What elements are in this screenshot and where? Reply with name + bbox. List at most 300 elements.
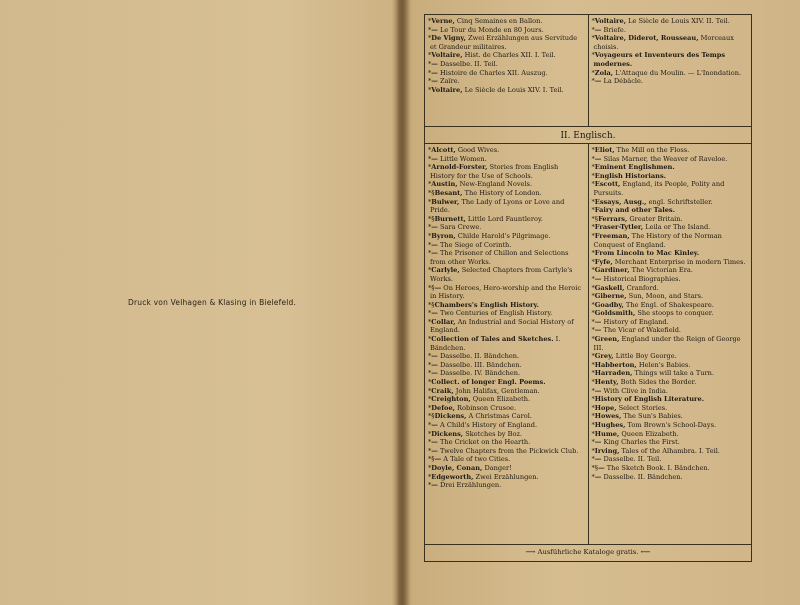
- catalog-entry: [591, 317, 749, 327]
- entry-author: Carlyle,: [431, 266, 460, 275]
- entry-title: engl. Schriftsteller.: [646, 197, 713, 206]
- entry-marker: *: [591, 317, 595, 326]
- catalog-entry: [430, 146, 585, 155]
- entry-marker: *: [591, 51, 595, 60]
- catalog-entry: [430, 455, 585, 464]
- catalog-entry: [430, 163, 585, 180]
- entry-author: —: [431, 421, 438, 429]
- entry-author: Arnold-Forster,: [431, 163, 488, 172]
- entry-marker: *: [591, 163, 595, 172]
- entry-marker: *: [428, 446, 432, 455]
- entry-author: —: [594, 25, 602, 34]
- entry-title: Dasselbe. II. Teil.: [437, 59, 498, 68]
- catalog-entry: [430, 395, 585, 404]
- entry-marker: *: [591, 446, 595, 455]
- entry-title: The Siege of Corinth.: [437, 240, 512, 249]
- entry-title: L'Attaque du Moulin. — L'Inondation.: [613, 68, 742, 77]
- entry-marker: *: [428, 403, 432, 412]
- entry-marker: *: [428, 481, 432, 490]
- entry-marker: *: [591, 266, 595, 275]
- entry-title: Dasselbe. III. Bändchen.: [437, 360, 522, 369]
- entry-author: —: [431, 446, 438, 455]
- entry-marker: *: [428, 51, 432, 60]
- entry-marker: *: [591, 146, 595, 154]
- entry-marker: *: [591, 352, 595, 361]
- entry-marker: *: [591, 360, 595, 369]
- entry-author: History of English Literature.: [594, 395, 704, 404]
- entry-author: Grey,: [594, 352, 614, 361]
- catalog-entry: [591, 421, 749, 430]
- entry-marker: *: [591, 472, 595, 481]
- entry-title: A Christmas Carol.: [466, 412, 532, 421]
- entry-marker: *: [591, 34, 595, 43]
- entry-title: Tom Brown's School-Days.: [625, 421, 717, 429]
- entry-title: Historical Biographies.: [601, 274, 681, 283]
- entry-title: I. Bändchen.: [430, 335, 561, 352]
- entry-title: Zaïre.: [437, 77, 460, 86]
- catalog-entry: [430, 60, 585, 69]
- entry-author: —: [431, 59, 438, 68]
- catalog-entry: [591, 231, 749, 249]
- entry-title: Stories from English History for the Use of Schools.: [430, 163, 559, 180]
- entry-title: Little Boy George.: [613, 352, 677, 361]
- catalog-entry: [591, 309, 749, 318]
- catalog-entry: [430, 51, 585, 60]
- catalog-entry: [591, 146, 749, 155]
- entry-title: The History of the Norman Conquest of England.: [593, 231, 722, 249]
- catalog-entry: [430, 309, 585, 318]
- entry-title: The Engl. of Shakespeare.: [623, 300, 714, 309]
- entry-title: Twelve Chapters from the Pickwick Club.: [437, 446, 579, 455]
- catalog-entry: [591, 283, 749, 293]
- entry-marker: *: [591, 403, 595, 412]
- catalog-entry: [430, 421, 585, 430]
- catalog-entry: [591, 429, 749, 439]
- entry-title: Merchant Enterprise in modern Times.: [612, 257, 746, 266]
- entry-title: Cinq Semaines en Ballon.: [454, 17, 543, 25]
- entry-marker: *: [591, 429, 595, 438]
- catalog-entry: [591, 438, 749, 447]
- entry-title: Zwei Erzählungen aus Servitude et Grandeur militaires.: [430, 34, 578, 51]
- entry-title: Dasselbe. IV. Bändchen.: [437, 369, 521, 378]
- entry-author: Eliot,: [594, 146, 615, 154]
- entry-title: King Charles the First.: [601, 438, 680, 447]
- entry-title: The Mill on the Floss.: [614, 146, 690, 154]
- book-gutter: [396, 0, 410, 605]
- entry-author: Collar,: [431, 317, 456, 326]
- entry-marker: *: [591, 274, 595, 283]
- printer-imprint: Druck von Velhagen & Klasing in Bielefeld.: [128, 298, 297, 307]
- catalog-entry: [591, 197, 749, 207]
- entry-title: The Lady of Lyons or Love and Pride.: [430, 197, 565, 215]
- entry-author: Zola,: [594, 68, 614, 77]
- catalog-entry: [591, 180, 749, 197]
- catalog-entry: [430, 189, 585, 198]
- entry-title: Select Stories.: [616, 403, 668, 412]
- entry-marker: *: [428, 180, 432, 189]
- catalog-entry: [430, 369, 585, 378]
- entry-author: Habberton,: [594, 360, 637, 369]
- catalog-entry: [591, 206, 749, 215]
- entry-author: Henty,: [594, 378, 619, 387]
- entry-marker: *§: [428, 300, 435, 309]
- entry-title: Le Siècle de Louis XIV. II. Teil.: [626, 17, 730, 25]
- entry-marker: *: [428, 429, 432, 438]
- entry-marker: *: [428, 335, 432, 344]
- catalog-entry: [430, 335, 585, 352]
- entry-marker: *§: [428, 455, 435, 464]
- entry-marker: *§: [428, 412, 435, 421]
- entry-author: —: [431, 25, 438, 34]
- entry-author: Voltaire,: [431, 51, 463, 60]
- catalog-entry: [430, 318, 585, 335]
- entry-marker: *: [591, 154, 595, 163]
- entry-title: Tales of the Alhambra. I. Teil.: [619, 446, 720, 455]
- entry-title: Drei Erzählungen.: [437, 481, 502, 490]
- entry-title: A Child's History of England.: [437, 421, 538, 429]
- entry-title: Hist. de Charles XII. I. Teil.: [462, 51, 556, 60]
- entry-author: Gardiner,: [594, 266, 630, 275]
- entry-marker: *: [428, 395, 432, 404]
- entry-author: —: [598, 463, 605, 472]
- entry-title: A Tale of two Cities.: [441, 455, 511, 464]
- entry-marker: *: [428, 472, 432, 481]
- entry-marker: *§: [428, 214, 435, 223]
- catalog-entry: [430, 155, 585, 164]
- entry-title: The Prisoner of Chillon and Selections from other Works.: [430, 249, 569, 266]
- entry-marker: *: [591, 231, 595, 240]
- catalog-entry: [591, 455, 749, 464]
- catalog-entry: [591, 369, 749, 378]
- catalog-entry: [591, 257, 749, 267]
- entry-marker: *§: [428, 283, 435, 292]
- entry-marker: *: [428, 146, 432, 154]
- catalog-entry: [430, 447, 585, 456]
- entry-title: Le Tour du Monde en 80 Jours.: [437, 25, 544, 34]
- catalog-entry: [591, 34, 749, 51]
- entry-marker: *: [428, 85, 432, 94]
- entry-author: Essays, Ausg.,: [594, 197, 647, 206]
- entry-title: On Heroes, Hero-worship and the Heroic in History.: [430, 283, 582, 301]
- catalog-entry: [430, 430, 585, 439]
- catalog-entry: [430, 17, 585, 26]
- entry-title: Le Siècle de Louis XIV. I. Teil.: [462, 85, 564, 94]
- catalog-entry: [591, 292, 749, 301]
- entry-author: Hume,: [594, 429, 620, 438]
- entry-marker: *: [428, 34, 432, 43]
- entry-title: Greater Britain.: [627, 214, 683, 223]
- entry-marker: *§: [591, 214, 599, 223]
- entry-marker: *: [591, 223, 595, 232]
- entry-author: —: [594, 326, 602, 335]
- entry-title: Histoire de Charles XII. Auszug.: [437, 68, 548, 77]
- catalog-entry: [591, 446, 749, 456]
- catalog-entry: [430, 438, 585, 447]
- entry-author: Craik,: [431, 386, 454, 395]
- entry-author: Voltaire,: [594, 17, 626, 25]
- catalog-entry: [430, 180, 585, 189]
- catalog-entry: [430, 284, 585, 301]
- entry-marker: *: [591, 249, 595, 258]
- entry-author: Fairy and other Tales.: [594, 206, 675, 215]
- entry-author: —: [431, 154, 438, 163]
- entry-author: Chambers's English History.: [434, 300, 539, 309]
- entry-marker: *: [428, 197, 432, 206]
- entry-author: Escott,: [594, 180, 621, 189]
- entry-marker: *: [591, 197, 595, 206]
- entry-marker: *: [428, 154, 432, 163]
- entry-marker: *§: [591, 463, 599, 472]
- entry-marker: *: [591, 309, 595, 318]
- entry-author: Irving,: [594, 446, 620, 455]
- catalog-entry: [591, 326, 749, 335]
- entry-marker: *: [591, 25, 595, 34]
- entry-title: Robinson Crusoe.: [454, 403, 517, 412]
- entry-author: From Lincoln to Mac Kinley.: [594, 249, 700, 258]
- entry-author: Voltaire, Diderot, Rousseau,: [594, 34, 699, 43]
- entry-marker: *§: [428, 188, 435, 197]
- entry-marker: *: [591, 257, 595, 266]
- entry-title: Selected Chapters from Carlyle's Works.: [430, 266, 573, 283]
- catalog-entry: [430, 223, 585, 232]
- entry-title: New-England Novels.: [457, 180, 533, 189]
- entry-title: Sun, Moon, and Stars.: [626, 292, 704, 301]
- entry-title: Briefe.: [601, 25, 626, 34]
- entry-title: With Clive in India.: [601, 386, 668, 395]
- entry-author: Howes,: [594, 412, 622, 421]
- entry-title: La Débâcle.: [601, 77, 644, 86]
- catalog-entry: [430, 464, 585, 473]
- entry-marker: *: [591, 386, 595, 395]
- entry-marker: *: [428, 463, 432, 472]
- catalog-entry: [591, 17, 749, 26]
- entry-marker: *: [591, 455, 595, 464]
- entry-marker: *: [591, 206, 595, 215]
- entry-author: —: [594, 77, 602, 86]
- catalog-entry: [591, 25, 749, 35]
- entry-author: Giberne,: [594, 292, 627, 301]
- entry-author: —: [594, 386, 602, 395]
- entry-marker: *: [428, 77, 432, 86]
- catalog-entry: [591, 68, 749, 78]
- catalog-entry: [591, 274, 749, 284]
- catalog-entry: [591, 154, 749, 164]
- entry-marker: *: [591, 292, 595, 301]
- catalog-entry: [591, 463, 749, 473]
- catalog-entry: [591, 335, 749, 352]
- catalog-entry: [591, 395, 749, 404]
- entry-title: The Sketch Book. I. Bändchen.: [604, 463, 710, 472]
- entry-marker: *: [428, 386, 432, 395]
- entry-author: Voltaire,: [431, 85, 463, 94]
- entry-author: Voyageurs et Inventeurs des Temps modernes.: [593, 51, 726, 68]
- entry-title: Danger!: [482, 463, 512, 472]
- catalog-entry: [430, 241, 585, 250]
- entry-author: Edgeworth,: [431, 472, 474, 481]
- entry-author: —: [434, 283, 442, 292]
- entry-marker: *: [428, 369, 432, 378]
- catalog-footer: ⟶ Ausführliche Kataloge gratis. ⟵: [525, 548, 651, 556]
- entry-marker: *: [591, 283, 595, 292]
- entry-author: —: [431, 240, 438, 249]
- entry-marker: *: [591, 171, 595, 180]
- catalog-entry: [591, 163, 749, 172]
- entry-title: History of England.: [601, 317, 669, 326]
- catalog-entry: [430, 404, 585, 413]
- entry-title: Queen Elizabeth.: [619, 429, 679, 438]
- catalog-entry: [430, 215, 585, 224]
- entry-title: Sketches by Boz.: [463, 429, 523, 438]
- entry-author: —: [594, 274, 602, 283]
- entry-author: —: [594, 455, 602, 464]
- entry-marker: *: [428, 317, 432, 326]
- entry-author: Verne,: [431, 17, 455, 25]
- catalog-entry: [591, 403, 749, 413]
- catalog-entry: [591, 360, 749, 370]
- entry-marker: *: [428, 266, 432, 275]
- entry-marker: *: [428, 240, 432, 249]
- entry-author: De Vigny,: [431, 34, 466, 43]
- entry-author: Hope,: [594, 403, 617, 412]
- english-column-left: [425, 144, 588, 544]
- entry-author: Besant,: [434, 188, 463, 197]
- entry-title: Both Sides the Border.: [618, 378, 697, 387]
- catalog-entry: [591, 412, 749, 421]
- entry-marker: *: [591, 326, 595, 335]
- entry-author: Freeman,: [594, 231, 630, 240]
- catalog-entry: [591, 249, 749, 258]
- entry-author: —: [594, 154, 602, 163]
- entry-author: —: [431, 438, 438, 447]
- entry-marker: *: [428, 163, 432, 172]
- catalog-entry: [430, 86, 585, 95]
- entry-title: England under the Reign of George III.: [593, 335, 741, 352]
- entry-marker: *: [591, 395, 595, 404]
- entry-title: Helen's Babies.: [636, 360, 691, 369]
- entry-author: Goadby,: [594, 300, 624, 309]
- catalog-entry: [591, 472, 749, 482]
- french-column-right: [588, 15, 752, 126]
- entry-marker: *: [428, 352, 432, 361]
- entry-title: Silas Marner, the Weaver of Raveloe.: [601, 154, 728, 163]
- entry-author: —: [431, 309, 438, 318]
- entry-author: —: [431, 369, 438, 378]
- entry-author: Burnett,: [434, 214, 466, 223]
- entry-title: Things will take a Turn.: [632, 369, 715, 378]
- entry-author: —: [594, 472, 602, 481]
- entry-author: Fyfe,: [594, 257, 613, 266]
- catalog-entry: [430, 77, 585, 86]
- entry-title: John Halifax, Gentleman.: [453, 386, 540, 395]
- entry-author: Bulwer,: [431, 197, 460, 206]
- entry-marker: *: [428, 378, 432, 387]
- catalog-entry: [430, 301, 585, 310]
- entry-author: Byron,: [431, 231, 456, 240]
- entry-title: England, its People, Polity and Pursuits.: [593, 180, 725, 197]
- entry-marker: *: [591, 438, 595, 447]
- entry-title: Leila or The Island.: [643, 223, 711, 232]
- entry-marker: *: [428, 17, 432, 25]
- catalog-entry: [591, 378, 749, 387]
- catalog-entry: [591, 300, 749, 310]
- entry-marker: *: [591, 369, 595, 378]
- entry-author: Fraser-Tytler,: [594, 223, 644, 232]
- catalog-entry: [591, 266, 749, 275]
- section-heading-english: II. Englisch.: [560, 131, 616, 141]
- entry-marker: *: [428, 309, 432, 318]
- entry-author: —: [434, 455, 442, 464]
- catalog-entry: [591, 214, 749, 224]
- entry-marker: *: [591, 421, 595, 429]
- entry-title: Good Wives.: [455, 146, 500, 154]
- entry-marker: *: [428, 231, 432, 240]
- catalog-entry: [430, 26, 585, 35]
- entry-marker: *: [591, 378, 595, 387]
- entry-author: —: [594, 317, 602, 326]
- entry-marker: *: [591, 180, 595, 189]
- entry-title: The Victorian Era.: [629, 266, 693, 275]
- entry-title: Two Centuries of English History.: [437, 309, 553, 318]
- entry-author: Defoe,: [431, 403, 455, 412]
- entry-title: Childe Harold's Pilgrimage.: [455, 231, 551, 240]
- entry-author: Dickens,: [434, 412, 467, 421]
- entry-marker: *: [591, 335, 595, 344]
- entry-author: Goldsmith,: [594, 309, 636, 318]
- catalog-entry: [591, 171, 749, 181]
- entry-title: Morceaux choisis.: [593, 34, 734, 51]
- entry-marker: *: [591, 77, 595, 86]
- entry-title: Dasselbe. II. Bändchen.: [601, 472, 683, 481]
- catalog-entry: [591, 223, 749, 232]
- entry-author: Green,: [594, 335, 620, 344]
- catalog-entry: [430, 198, 585, 215]
- entry-title: Sara Crewe.: [437, 223, 482, 232]
- entry-title: Cranford.: [624, 283, 659, 292]
- french-column-left: [425, 15, 588, 126]
- entry-author: Harraden,: [594, 369, 633, 378]
- entry-marker: *: [428, 438, 432, 447]
- english-column-right: [588, 144, 752, 544]
- entry-title: The History of London.: [462, 188, 542, 197]
- entry-marker: *: [428, 360, 432, 369]
- entry-title: Zwei Erzählungen.: [473, 472, 539, 481]
- catalog-entry: [430, 387, 585, 396]
- entry-author: Creighton,: [431, 395, 471, 404]
- entry-author: Collect. of longer Engl. Poems.: [431, 378, 546, 387]
- catalog-frame: [424, 14, 752, 562]
- catalog-entry: [430, 481, 585, 490]
- entry-author: —: [431, 360, 438, 369]
- catalog-entry: [430, 412, 585, 421]
- entry-marker: *: [591, 412, 595, 421]
- entry-marker: *: [591, 68, 595, 77]
- entry-marker: *: [428, 249, 432, 258]
- catalog-entry: [430, 361, 585, 370]
- catalog-entry: [591, 51, 749, 68]
- catalog-entry: [591, 386, 749, 396]
- entry-author: English Historians.: [594, 171, 666, 180]
- catalog-entry: [430, 69, 585, 78]
- french-section: [425, 15, 751, 127]
- catalog-entry: [591, 77, 749, 86]
- entry-author: Eminent Englishmen.: [594, 163, 675, 172]
- entry-author: —: [594, 438, 602, 447]
- entry-title: She stoops to conquer.: [635, 309, 714, 318]
- entry-author: —: [431, 77, 438, 86]
- entry-title: An Industrial and Social History of England.: [430, 317, 574, 335]
- entry-title: Little Women.: [437, 154, 487, 163]
- catalog-entry: [430, 378, 585, 387]
